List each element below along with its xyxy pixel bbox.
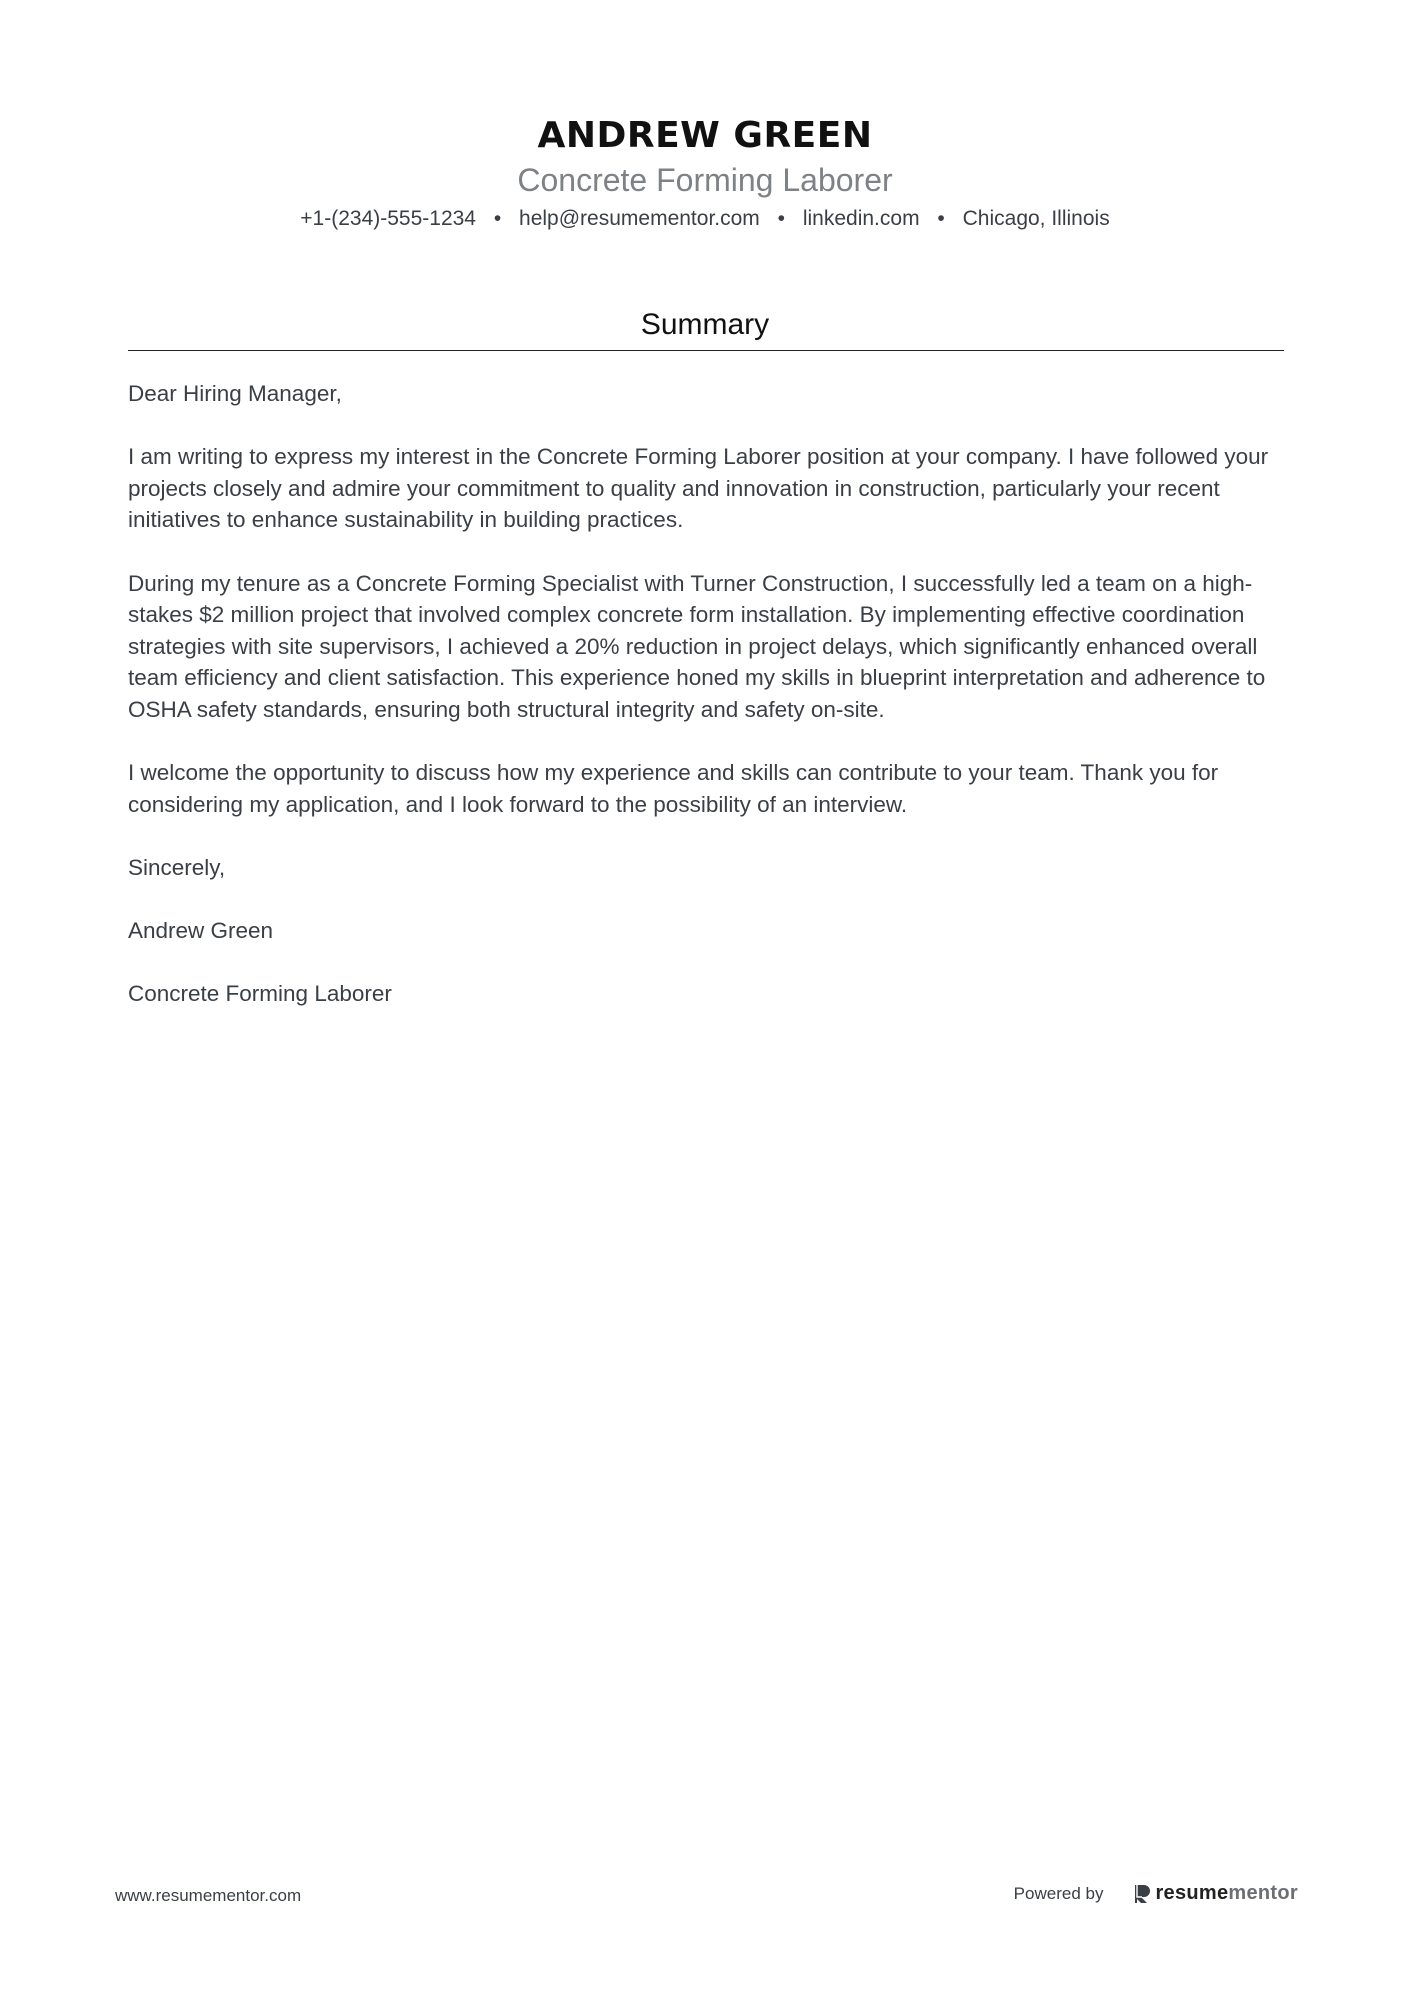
letter-paragraph: During my tenure as a Concrete Forming Specialist with Turner Construction, I successfully led a team on a high-stakes $2 million project that involved complex concrete form installation. By implementing effective coordination strategies with site supervisors, I achieved a 20% reduction in project delays, which significantly enhanced overall team efficiency and client satisfaction. This experience honed my skills in blueprint interpretation and adherence to OSHA safety standards, ensuring both structural integrity and safety on-site. [128, 570, 1266, 722]
contact-separator: • [777, 207, 785, 230]
brand-logo[interactable] [1133, 1882, 1298, 1905]
powered-by-label: Powered by [1013, 1883, 1104, 1903]
contact-location: Chicago, Illinois [962, 207, 1110, 230]
resumementor-logo-icon [1133, 1884, 1151, 1904]
contact-separator: • [493, 207, 502, 230]
candidate-name: ANDREW GREEN [537, 115, 873, 156]
letter-paragraph: I am writing to express my interest in the Concrete Forming Laborer position at your company. I have followed your projects closely and admire your commitment to quality and innovation in construction, particularly your recent initiatives to enhance sustainability in building practices. [128, 444, 1269, 533]
letter-paragraph: I welcome the opportunity to discuss how my experience and skills can contribute to your team. Thank you for considering my application, and I look forward to the possibility of an interview. [128, 760, 1219, 817]
letter-closing: Sincerely, [128, 854, 226, 880]
brand-text-resume: resume [1155, 1882, 1229, 1904]
footer-branding [1014, 1882, 1298, 1905]
letter-greeting: Dear Hiring Manager, [128, 381, 342, 406]
contact-phone: +1-(234)-555-1234 [300, 207, 476, 230]
section-title: Summary [640, 308, 770, 341]
brand-text-mentor: mentor [1228, 1882, 1298, 1904]
header [0, 112, 1410, 234]
signature-title: Concrete Forming Laborer [128, 981, 392, 1007]
section-divider [128, 350, 1284, 351]
contact-separator: • [937, 207, 945, 230]
contact-line [0, 204, 1410, 234]
contact-email[interactable]: help@resumementor.com [519, 207, 760, 230]
footer-website[interactable]: www.resumementor.com [115, 1886, 302, 1905]
job-title: Concrete Forming Laborer [517, 162, 893, 198]
cover-letter-body [128, 378, 1284, 1041]
signature-name: Andrew Green [128, 918, 274, 944]
contact-linkedin[interactable]: linkedin.com [802, 207, 920, 230]
